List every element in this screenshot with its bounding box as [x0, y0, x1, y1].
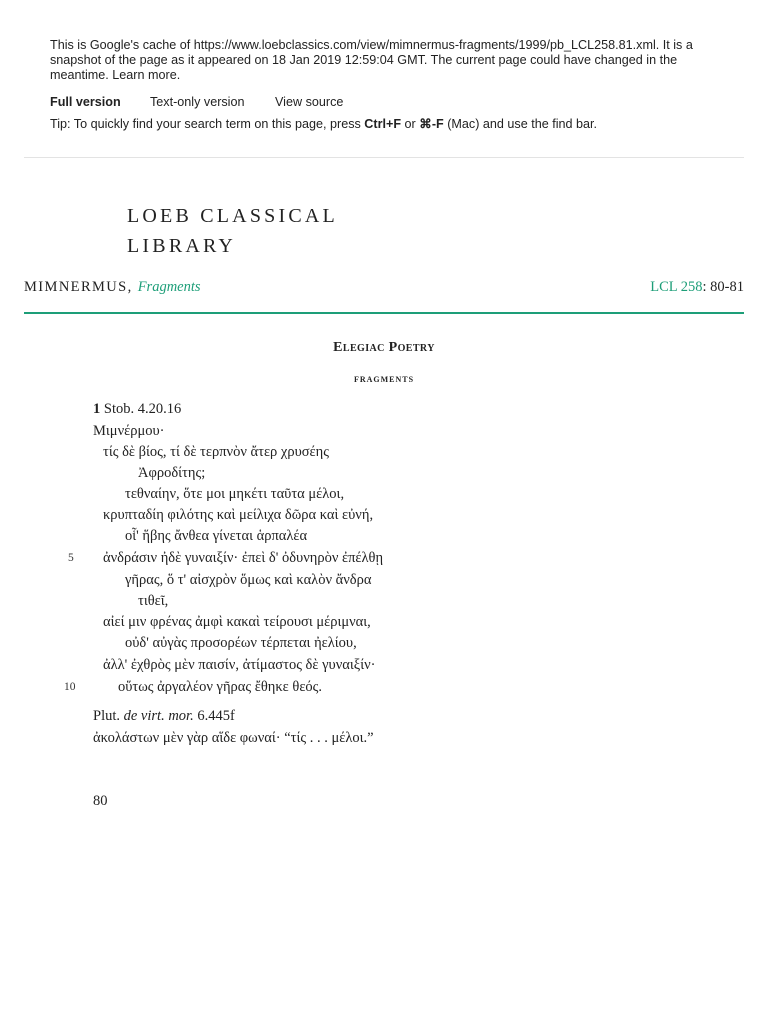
- plutarch-quote: ἀκολάστων μὲν γὰρ αἵδε φωναί· “τίς . . . μέλοι.”: [93, 730, 374, 746]
- verse-line: τεθναίην, ὅτε μοι μηκέτι ταῦτα μέλοι,: [125, 486, 345, 502]
- banner-divider: [24, 157, 744, 158]
- work-author: MIMNERMUS, Fragments: [24, 279, 201, 295]
- volume-reference: [650, 279, 744, 296]
- header-divider: [24, 312, 744, 314]
- cache-banner: [50, 38, 722, 132]
- fragment-source: 1 Stob. 4.20.16: [93, 401, 182, 417]
- section-heading: Elegiac Poetry: [333, 340, 435, 355]
- verse-line: αἰεί μιν φρένας ἀμφὶ κακαὶ τείρουσι μέριμναι,: [103, 614, 371, 630]
- verse-line: οὐδ' αὐγὰς προσορέων τέρπεται ἠελίου,: [125, 635, 357, 651]
- ctrl-f-key: Ctrl+F: [364, 117, 402, 131]
- site-logo[interactable]: [127, 201, 338, 261]
- section-subheading: fragments: [353, 371, 415, 385]
- fragment-number: 1: [93, 401, 101, 417]
- cache-tip: Tip: To quickly find your search term on this page, press Ctrl+F or ⌘-F (Mac) and use the find bar.: [50, 117, 598, 131]
- verse-line: Μιμνέρμου·: [93, 423, 165, 439]
- line-number: 10: [64, 681, 76, 693]
- view-source-link[interactable]: View source: [275, 95, 344, 109]
- verse-line: οἷ' ἥβης ἄνθεα γίνεται ἁρπαλέα: [125, 528, 308, 544]
- verse-line: τίς δὲ βίος, τί δὲ τερπνὸν ἄτερ χρυσέης: [103, 444, 329, 460]
- work-title-link[interactable]: Fragments: [137, 279, 201, 295]
- logo-line-2: LIBRARY: [127, 235, 237, 257]
- cache-notice: This is Google's cache of https://www.loebclassics.com/view/mimnermus-fragments/1999/pb_LCL258.81.xml. It is a snapshot of the page as it appeared on 18 Jan 2019 12:59:04 GMT. The current page could have changed in the meantime. Learn more.: [50, 38, 693, 82]
- page-range: : 80-81: [702, 279, 744, 295]
- logo-line-1: LOEB CLASSICAL: [127, 205, 338, 227]
- full-version-link[interactable]: Full version: [50, 95, 121, 109]
- verse-line: ἀνδράσιν ἠδὲ γυναιξίν· ἐπεὶ δ' ὀδυνηρὸν ἐπέλθῃ: [103, 550, 384, 566]
- cache-links: [50, 95, 722, 111]
- page-number: 80: [93, 793, 108, 809]
- verse-line: ἀλλ' ἐχθρὸς μὲν παισίν, ἀτίμαστος δὲ γυναιξίν·: [103, 657, 376, 673]
- lcl-volume-link[interactable]: LCL 258: [650, 279, 703, 295]
- verse-line: γῆρας, ὅ τ' αἰσχρὸν ὅμως καὶ καλὸν ἄνδρα: [125, 572, 372, 588]
- line-number: 5: [68, 552, 74, 564]
- work-header: [24, 279, 744, 299]
- plutarch-source: Plut. de virt. mor. 6.445f: [93, 708, 235, 724]
- verse-line: τιθεῖ,: [138, 593, 169, 609]
- text-only-version-link[interactable]: Text-only version: [150, 95, 245, 109]
- verse-line: κρυπταδίη φιλότης καὶ μείλιχα δῶρα καὶ εὐνή,: [103, 507, 374, 523]
- verse-line: Ἀφροδίτης;: [138, 465, 206, 481]
- verse-line: οὕτως ἀργαλέον γῆρας ἔθηκε θεός.: [118, 679, 323, 695]
- cmd-f-key: ⌘-F: [419, 117, 444, 131]
